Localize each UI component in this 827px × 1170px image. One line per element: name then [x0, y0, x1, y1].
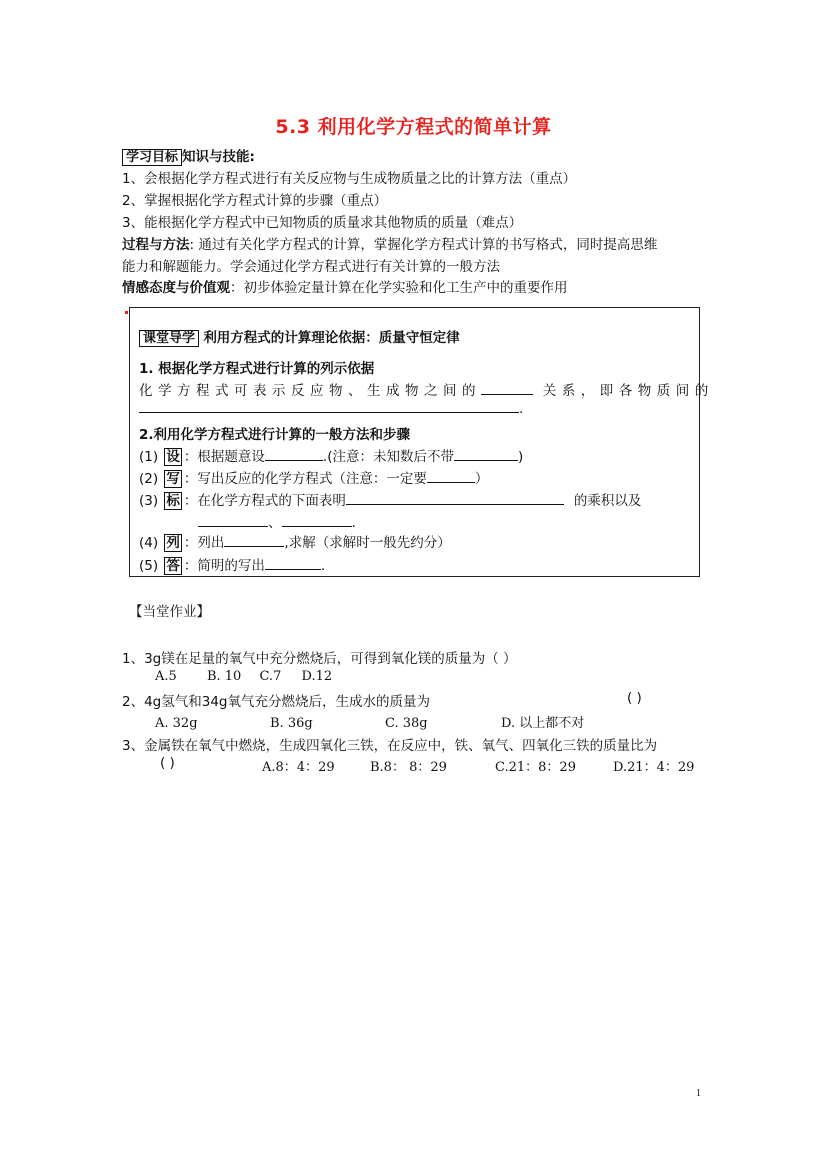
option: A. 32g [155, 716, 198, 731]
step-char-box: 写 [166, 471, 180, 487]
step-text: ：列出 [183, 535, 225, 551]
section1-end: . [519, 401, 524, 417]
q2-answer-paren: ( ) [627, 690, 642, 706]
blank-mass-ratio [139, 399, 519, 413]
process-line-1 [122, 233, 657, 253]
page-number: 1 [696, 1088, 701, 1099]
q3-answer-paren: ( ) [160, 755, 175, 771]
process-line-2: 能力和解题能力。学会通过化学方程式进行有关计算的一般方法 [122, 259, 500, 275]
step-number: (2) [139, 471, 159, 487]
option: B. 36g [270, 716, 313, 731]
section1-title: 1. 根据化学方程式进行计算的列示依据 [139, 361, 375, 377]
step-text: .(注意：未知数后不带 [322, 449, 454, 465]
step-char-box: 列 [166, 535, 180, 551]
section1-line-2 [139, 399, 523, 417]
guide-heading-row [139, 326, 460, 347]
document-title: 5.3 利用化学方程式的简单计算 [275, 116, 552, 138]
step-text: 的乘积以及 [573, 493, 642, 509]
objective-item: 3、能根据化学方程式中已知物质的质量求其他物质的质量（难点） [122, 215, 523, 231]
step-char-box: 标 [166, 493, 180, 509]
step-sep: 、 [268, 515, 282, 531]
blank-field [282, 513, 352, 527]
blank-field [427, 469, 475, 483]
attitude-heading: 情感态度与价值观 [122, 280, 230, 296]
section2-title: 2.利用化学方程式进行计算的一般方法和步骤 [139, 427, 411, 443]
option: C. 38g [385, 716, 428, 731]
step-5 [139, 554, 325, 575]
objective-item: 1、会根据化学方程式进行有关反应物与生成物质量之比的计算方法（重点） [122, 171, 577, 187]
guide-heading: 利用方程式的计算理论依据：质量守恒定律 [203, 330, 460, 346]
blank-field [198, 513, 268, 527]
question-2: 2、4g氢气和34g氧气充分燃烧后，生成水的质量为 [122, 694, 430, 710]
step-char-box: 设 [166, 449, 180, 465]
option: D.21：4：29 [613, 760, 695, 775]
q3-options [262, 756, 694, 775]
option: A.8：4：29 [262, 760, 335, 775]
option: B. 10 [206, 669, 242, 684]
blank-field [265, 556, 321, 570]
blank-field [454, 447, 518, 461]
step-number: (4) [139, 535, 159, 551]
attitude-line [122, 276, 568, 296]
step-3-cont [198, 511, 356, 531]
homework-heading: 【当堂作业】 [129, 604, 210, 620]
step-number: (5) [139, 558, 159, 574]
step-text: ：写出反应的化学方程式（注意：一定要 [183, 471, 427, 487]
knowledge-heading: 知识与技能: [182, 149, 255, 165]
process-text: : 通过有关化学方程式的计算，掌握化学方程式计算的书写格式，同时提高思维 [189, 237, 658, 253]
step-text: ) [517, 449, 524, 465]
attitude-text: ：初步体验定量计算在化学实验和化工生产中的重要作用 [230, 280, 568, 296]
question-1: 1、3g镁在足量的氧气中充分燃烧后，可得到氧化镁的质量为（ ） [122, 651, 517, 667]
option: A.5 [155, 669, 177, 684]
step-3 [139, 489, 641, 510]
section1-text-a: 化学方程式可表示反应物、生成物之间的 [139, 383, 481, 399]
step-end: . [351, 515, 356, 531]
blank-field [224, 533, 284, 547]
option: C.21：8：29 [495, 760, 576, 775]
objectives-heading-row [122, 145, 255, 166]
objectives-label: 学习目标 [122, 149, 182, 166]
section1-line [139, 379, 714, 399]
step-1 [139, 445, 523, 466]
step-number: (3) [139, 493, 159, 509]
blank-relation [481, 381, 533, 395]
blank-field [346, 491, 564, 505]
section1-text-b: 关系，即各物质间的 [542, 383, 714, 399]
option: D. 以上都不对 [501, 716, 585, 731]
objective-item: 2、掌握根据化学方程式计算的步骤（重点） [122, 193, 388, 209]
step-char-box: 答 [166, 558, 180, 574]
step-text: . [320, 558, 326, 574]
step-text: ：在化学方程式的下面表明 [183, 493, 346, 509]
step-text: ） [474, 471, 489, 487]
option: C.7 [259, 669, 282, 684]
step-2 [139, 467, 488, 488]
option: D.12 [301, 669, 333, 684]
red-dot-mark [125, 311, 128, 314]
option: B.8： 8：29 [370, 760, 447, 775]
step-number: (1) [139, 449, 159, 465]
q1-options [155, 669, 332, 684]
step-text: ,求解（求解时一般先约分） [284, 535, 451, 551]
question-3: 3、金属铁在氧气中燃烧，生成四氧化三铁，在反应中，铁、氧气、四氧化三铁的质量比为 [122, 738, 658, 754]
process-heading: 过程与方法 [122, 237, 190, 253]
q2-options [155, 712, 584, 731]
blank-field [265, 447, 323, 461]
step-text: ：简明的写出 [183, 558, 265, 574]
step-4 [139, 531, 451, 552]
step-text: ：根据题意设 [183, 449, 265, 465]
guide-label: 课堂导学 [139, 330, 199, 347]
